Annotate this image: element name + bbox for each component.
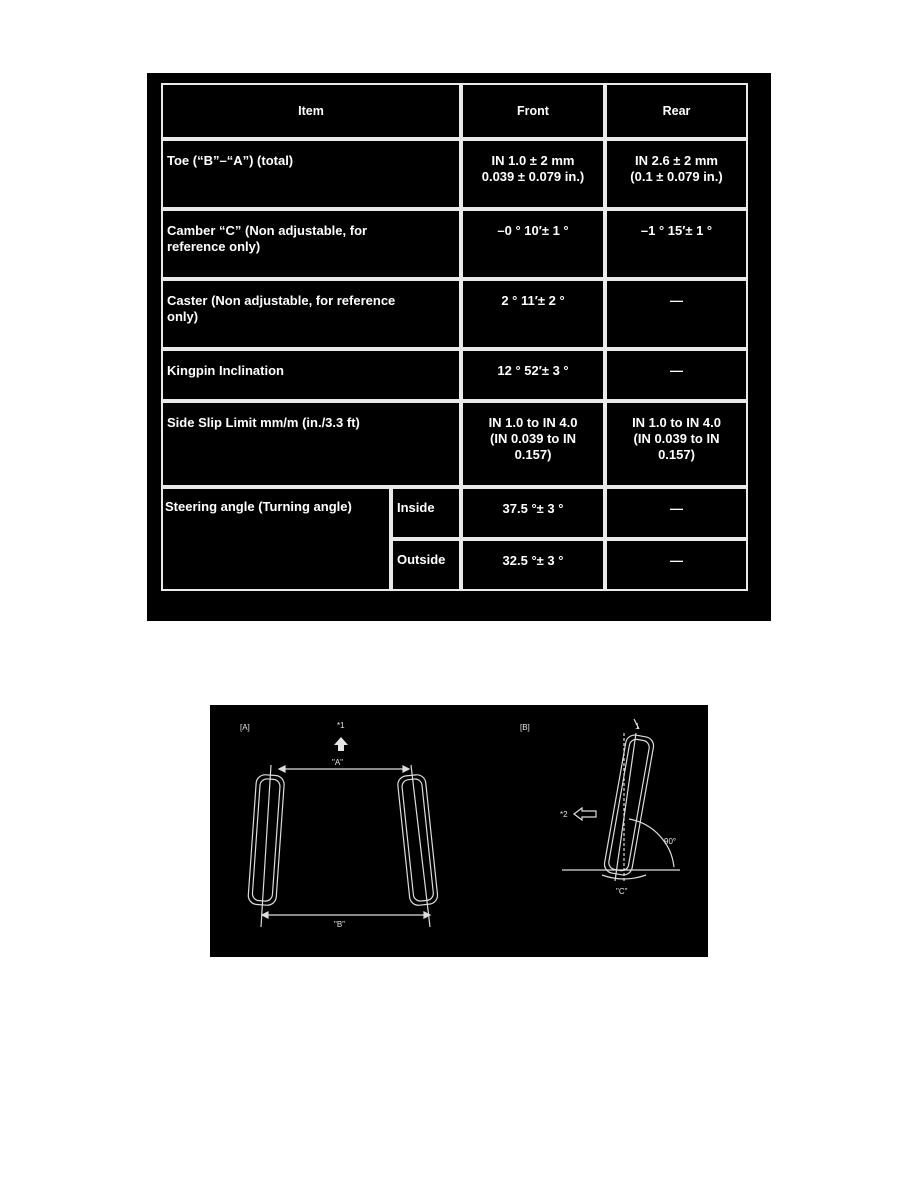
side-slip-front-line-1: IN 1.0 to IN 4.0 (488, 415, 578, 430)
camber-label-line-2: reference only) (167, 239, 261, 254)
camber-label-line-1: Camber “C” (Non adjustable, for (167, 223, 368, 238)
table-header-row (161, 83, 748, 139)
steering-outside-front: 32.5 °± 3 ° (461, 539, 605, 591)
alignment-spec-table (161, 83, 748, 591)
camber-front: –0 ° 10′± 1 ° (461, 209, 605, 279)
kingpin-front: 12 ° 52′± 3 ° (461, 349, 605, 401)
right-wheel-centerline (411, 765, 430, 927)
angle-90-label: 90° (664, 837, 677, 846)
toe-front-line-2: 0.039 ± 0.079 in.) (481, 169, 585, 184)
caster-rear: — (605, 279, 748, 349)
header-item: Item (161, 83, 461, 139)
panel-a-label: [A] (240, 723, 250, 732)
toe-rear-line-1: IN 2.6 ± 2 mm (634, 153, 718, 168)
toe-front-line-1: IN 1.0 ± 2 mm (491, 153, 575, 168)
camber-label (161, 209, 461, 279)
table-row-kingpin (161, 349, 748, 401)
right-wheel (397, 774, 438, 906)
caster-front: 2 ° 11′± 2 ° (461, 279, 605, 349)
camber-rear: –1 ° 15′± 1 ° (605, 209, 748, 279)
callout-2: *2 (560, 810, 568, 819)
toe-rear-line-2: (0.1 ± 0.079 in.) (630, 169, 723, 184)
table-row-caster (161, 279, 748, 349)
side-slip-front (461, 401, 605, 487)
table-row-side-slip (161, 401, 748, 487)
steering-outside-label: Outside (391, 539, 461, 591)
toe-label: Toe (“B”–“A”) (total) (161, 139, 461, 209)
panel-b-label: [B] (520, 723, 530, 732)
kingpin-label: Kingpin Inclination (161, 349, 461, 401)
steering-inside-rear: — (605, 487, 748, 539)
side-slip-rear (605, 401, 748, 487)
toe-front (461, 139, 605, 209)
side-slip-label: Side Slip Limit mm/m (in./3.3 ft) (161, 401, 461, 487)
caster-label-line-1: Caster (Non adjustable, for reference (167, 293, 396, 308)
caster-label (161, 279, 461, 349)
left-arrow-icon (574, 808, 596, 820)
table-row-camber (161, 209, 748, 279)
part-1-label: 1 (635, 722, 640, 731)
alignment-diagram-svg (210, 705, 708, 957)
dimension-a-label: "A" (332, 758, 344, 767)
steering-inside-front: 37.5 °± 3 ° (461, 487, 605, 539)
steering-inside-label: Inside (391, 487, 461, 539)
toe-rear (605, 139, 748, 209)
kingpin-rear: — (605, 349, 748, 401)
camber-wheel (603, 734, 655, 877)
alignment-spec-panel (147, 73, 771, 621)
callout-1: *1 (337, 721, 345, 730)
side-slip-rear-line-1: IN 1.0 to IN 4.0 (632, 415, 721, 430)
side-slip-rear-line-3: 0.157) (658, 447, 695, 462)
dimension-b-label: "B" (334, 920, 346, 929)
table-row-toe (161, 139, 748, 209)
camber-angle-label: "C" (616, 887, 628, 896)
left-wheel-centerline (261, 765, 271, 927)
side-slip-rear-line-2: (IN 0.039 to IN (633, 431, 720, 446)
table-row-steering-inside (161, 487, 748, 539)
steering-label: Steering angle (Turning angle) (161, 487, 391, 591)
header-rear: Rear (605, 83, 748, 139)
side-slip-front-line-2: (IN 0.039 to IN (490, 431, 576, 446)
side-slip-front-line-3: 0.157) (514, 447, 552, 462)
header-front: Front (461, 83, 605, 139)
caster-label-line-2: only) (167, 309, 199, 324)
steering-outside-rear: — (605, 539, 748, 591)
up-arrow-icon (334, 737, 348, 751)
alignment-diagram (210, 705, 708, 957)
